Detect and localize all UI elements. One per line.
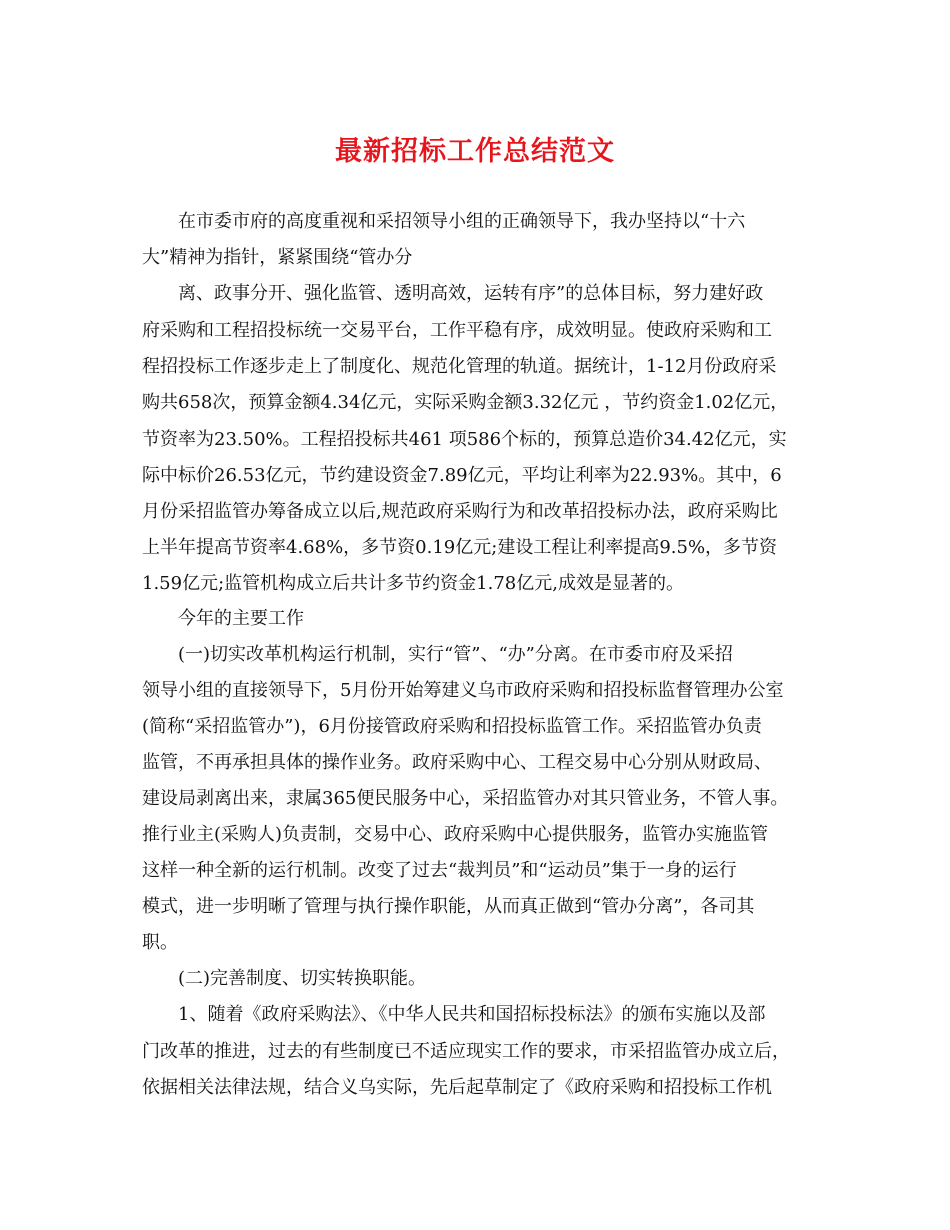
paragraph-line: 依据相关法律法规，结合义乌实际，先后起草制定了《政府采购和招投标工作机: [142, 1077, 772, 1098]
paragraph-line: 建设局剥离出来，隶属365便民服务中心，采招监管办对其只管业务，不管人事。: [142, 788, 789, 809]
paragraph-line: 购共658次，预算金额4.34亿元，实际采购金额3.32亿元 ，节约资金1.02亿元，: [142, 392, 789, 413]
paragraph-line: 领导小组的直接领导下，5月份开始筹建义乌市政府采购和招投标监督管理办公室: [142, 680, 784, 701]
paragraph-line: (一)切实改革机构运行机制，实行“管”、“办”分离。在市委市府及采招: [178, 644, 733, 665]
paragraph-line: 门改革的推进，过去的有些制度已不适应现实工作的要求，市采招监管办成立后，: [142, 1041, 790, 1062]
paragraph-line: 节资率为23.50%。工程招投标共461 项586个标的，预算总造价34.42亿元，实: [142, 429, 787, 450]
paragraph-line: 程招投标工作逐步走上了制度化、规范化管理的轨道。据统计，1-12月份政府采: [142, 356, 777, 377]
paragraph-line: 监管，不再承担具体的操作业务。政府采购中心、工程交易中心分别从财政局、: [142, 752, 772, 773]
paragraph-line: 月份采招监管办筹备成立以后,规范政府采购行为和改革招投标办法，政府采购比: [142, 501, 778, 522]
paragraph-line: 这样一种全新的运行机制。改变了过去“裁判员”和“运动员”集于一身的运行: [142, 860, 737, 881]
paragraph-line: 府采购和工程招投标统一交易平台，工作平稳有序，成效明显。使政府采购和工: [142, 320, 772, 341]
paragraph-line: 职。: [142, 932, 178, 953]
paragraph-line: 离、政事分开、强化监管、透明高效，运转有序”的总体目标，努力建好政: [178, 283, 764, 304]
paragraph-line: 推行业主(采购人)负责制，交易中心、政府采购中心提供服务，监管办实施监管: [142, 824, 769, 845]
paragraph-line: (简称“采招监管办”)，6月份接管政府采购和招投标监管工作。采招监管办负责: [142, 716, 762, 737]
document-title: 最新招标工作总结范文: [335, 136, 615, 167]
section-heading: (二)完善制度、切实转换职能。: [178, 968, 427, 989]
paragraph-line: 上半年提高节资率4.68%，多节资0.19亿元;建设工程让利率提高9.5%，多节资: [142, 537, 778, 558]
paragraph-line: 1、随着《政府采购法》、《中华人民共和国招标投标法》的颁布实施以及部: [178, 1004, 766, 1025]
section-heading: 今年的主要工作: [178, 608, 304, 629]
paragraph-line: 在市委市府的高度重视和采招领导小组的正确领导下，我办坚持以“十六: [178, 211, 746, 232]
paragraph-line: 1.59亿元;监管机构成立后共计多节约资金1.78亿元,成效是显著的。: [142, 573, 684, 594]
paragraph-line: 际中标价26.53亿元，节约建设资金7.89亿元，平均让利率为22.93%。其中，6: [142, 465, 782, 486]
paragraph-line: 模式，进一步明晰了管理与执行操作职能，从而真正做到“管办分离”，各司其: [142, 896, 755, 917]
paragraph-line: 大”精神为指针，紧紧围绕“管办分: [142, 247, 413, 268]
